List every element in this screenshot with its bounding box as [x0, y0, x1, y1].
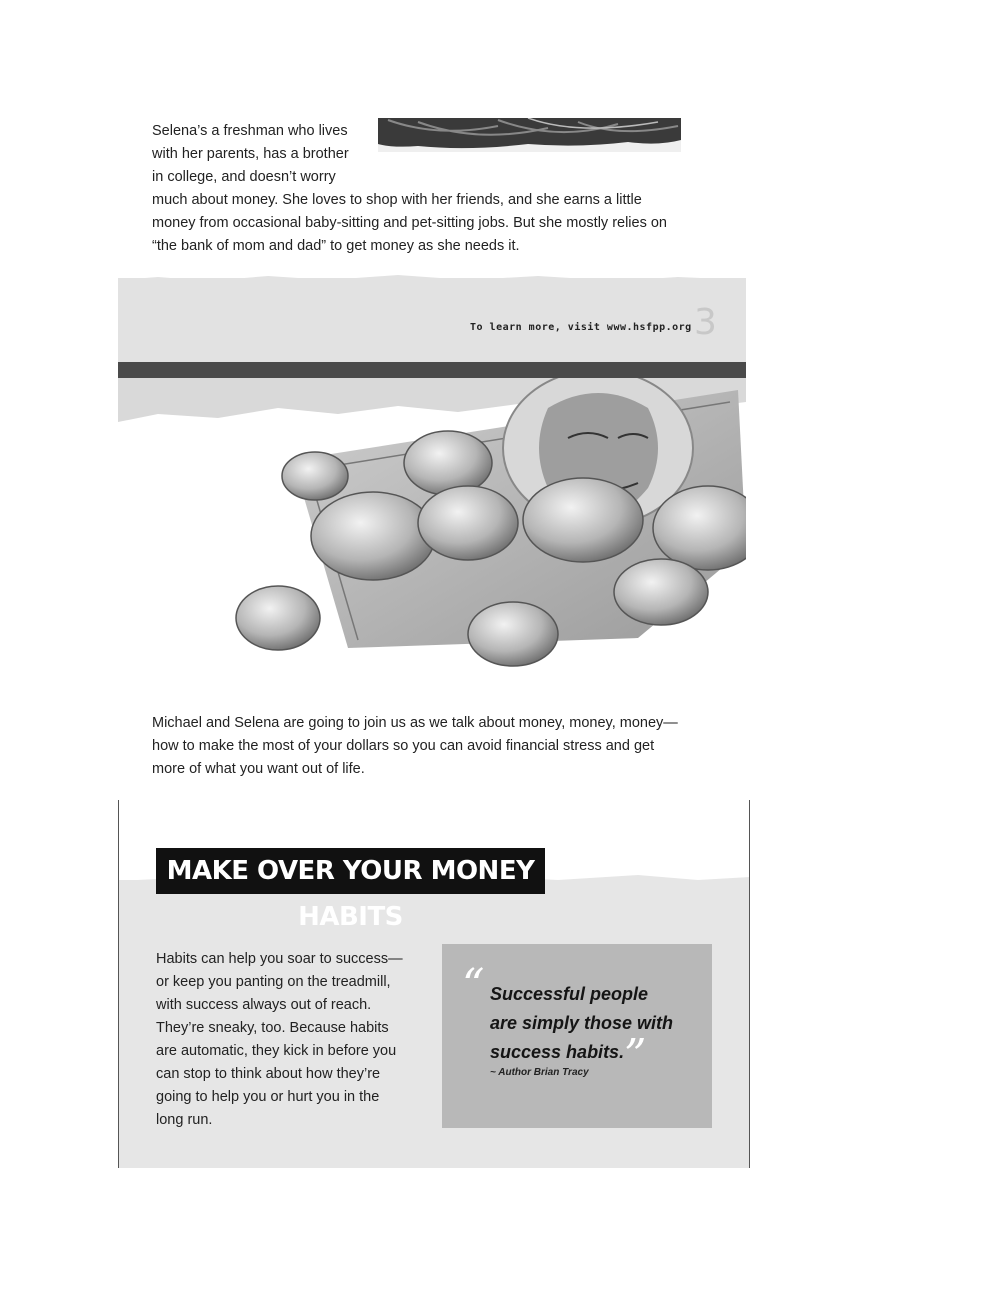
- page-footer-band: [118, 278, 746, 362]
- intro-line-1: Michael and Selena are going to join us as we talk about money, money, money—: [152, 715, 678, 731]
- habits-body-line-5: are automatic, they kick in before you: [156, 1043, 397, 1059]
- selena-line-3: in college, and doesn’t worry: [152, 169, 336, 185]
- habits-body-line-2: or keep you panting on the treadmill,: [156, 974, 391, 990]
- habits-body-line-1: Habits can help you soar to success—: [156, 951, 403, 967]
- quote-attribution: ~ Author Brian Tracy: [490, 1067, 589, 1078]
- habits-body-line-4: They’re sneaky, too. Because habits: [156, 1020, 389, 1036]
- money-photo: [118, 378, 746, 678]
- quote-line-2: are simply those with: [490, 1013, 674, 1033]
- section-right-rule: [749, 800, 750, 1168]
- habits-body-line-6: can stop to think about how they’re: [156, 1066, 381, 1082]
- quote-line-3: success habits.: [490, 1042, 625, 1062]
- selena-line-5: money from occasional baby-sitting and pet-sitting jobs. But she mostly relies on: [152, 215, 667, 231]
- quote-close-mark: ”: [624, 1030, 647, 1081]
- intro-line-3: more of what you want out of life.: [152, 761, 365, 777]
- habits-body-line-8: long run.: [156, 1112, 213, 1128]
- quote-open-mark: “: [462, 960, 485, 1011]
- quote-line-1: Successful people: [490, 984, 649, 1004]
- selena-line-1: Selena’s a freshman who lives: [152, 123, 348, 139]
- selena-line-4: much about money. She loves to shop with her friends, and she earns a little: [152, 192, 642, 208]
- footer-visit-link-text: To learn more, visit www.hsfpp.org: [470, 322, 692, 333]
- habits-body-line-3: with success always out of reach.: [156, 997, 372, 1013]
- divider-bar: [118, 362, 746, 378]
- selena-line-2: with her parents, has a brother: [152, 146, 349, 162]
- intro-line-2: how to make the most of your dollars so you can avoid financial stress and get: [152, 738, 655, 754]
- page-number: 3: [694, 302, 717, 343]
- section-left-rule: [118, 800, 119, 1168]
- section-heading: MAKE OVER YOUR MONEY HABITS: [156, 848, 545, 894]
- habits-body-line-7: going to help you or hurt you in the: [156, 1089, 380, 1105]
- selena-photo-fragment: [378, 118, 681, 152]
- selena-line-6: “the bank of mom and dad” to get money as she needs it.: [152, 238, 520, 254]
